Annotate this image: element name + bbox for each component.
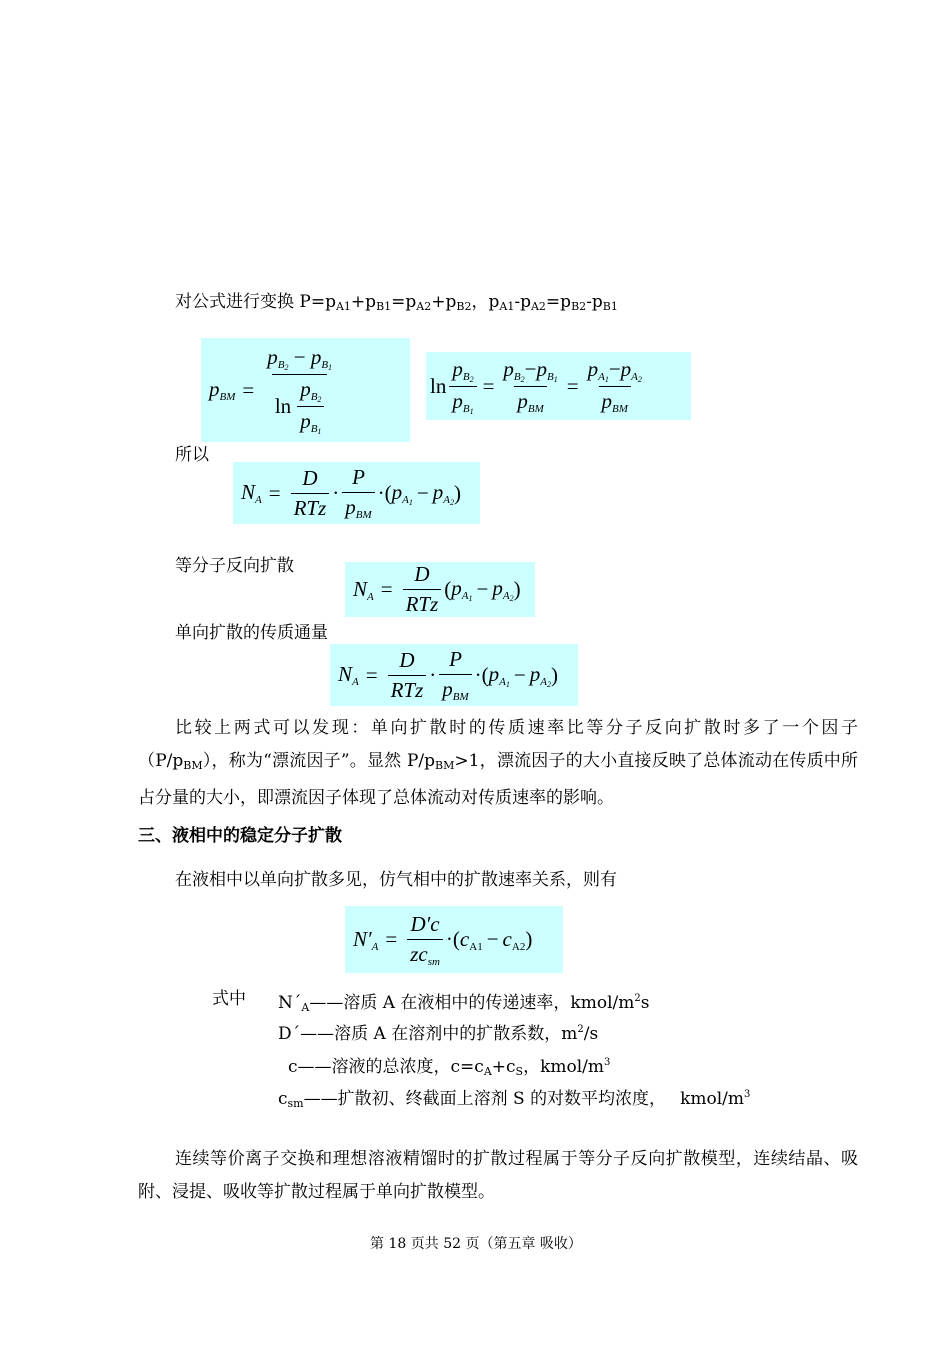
- equation-flux-equimolar: $N_A$ = $\frac{D}{\text{RTz}}$ ( $p_{A_1}$ − $p_{A_2}$ ): [345, 562, 535, 617]
- legend-d: D´——溶质 A 在溶剂中的扩散系数，$m^2/s$: [278, 1024, 599, 1044]
- legend-csm: csm——扩散初、终截面上溶剂 S 的对数平均浓度， kmol/$m^3$: [278, 1089, 751, 1110]
- equation-liquid-flux: $N'_A$ = $\frac{D'c}{zc_{sm}}$ ·( $c_{A1}$ − $c_{A2}$ ): [345, 906, 563, 973]
- page-footer: 第 18 页共 52 页（第五章 吸收）: [370, 1236, 582, 1252]
- liquid-intro: 在液相中以单向扩散多见，仿气相中的扩散速率关系，则有: [175, 870, 617, 890]
- label-suoyi: 所以: [175, 445, 209, 465]
- comparison-paragraph: 比较上两式可以发现：单向扩散时的传质速率比等分子反向扩散时多了一个因子（P/pBM），称为“漂流因子”。显然 P/pBM>1，漂流因子的大小直接反映了总体流动在传质中所占分量的大小，即漂流因子体现了总体流动对传质速率的影响。: [138, 718, 858, 808]
- equation-flux-unidirectional-2: $N_A$ = $\frac{D}{\text{RTz}}$ · $\frac{P}{p_{BM}}$ ·( $p_{A_1}$ − $p_{A_2}$ ): [330, 644, 578, 706]
- equation-flux-unidirectional-1: $N_A$ = $\frac{D}{\text{RTz}}$ · $\frac{P}{p_{BM}}$ ·( $p_{A_1}$ − $p_{A_2}$ ): [233, 462, 480, 524]
- label-unidirectional: 单向扩散的传质通量: [175, 623, 328, 643]
- label-equimolar: 等分子反向扩散: [175, 556, 294, 576]
- intro-line: 对公式进行变换 P=pA1+pB1=pA2+pB2，pA1-pA2=pB2-pB1: [175, 292, 618, 313]
- conclusion-paragraph: 连续等价离子交换和理想溶液精馏时的扩散过程属于等分子反向扩散模型，连续结晶、吸附、浸提、吸收等扩散过程属于单向扩散模型。: [138, 1149, 858, 1202]
- section-heading: 三、液相中的稳定分子扩散: [138, 826, 342, 846]
- equation-ln-ratio: ln $\frac{p_{B_2}}{p_{B_1}}$ = $\frac{p_{B_2}-p_{B_1}}{p_{BM}}$ = $\frac{p_{A_1}-p_{A_2}}{p_{BM}}$: [426, 352, 691, 420]
- equation-pbm-definition: $p_{BM}$ = $p_{B_2} - p_{B_1}$ ln $\frac{p_{B_2}}{p_{B_1}}$: [201, 338, 410, 442]
- legend-c: c——溶液的总浓度，c=cA+cS，kmol/$m^3$: [288, 1057, 611, 1078]
- legend-shizhong: 式中: [212, 989, 246, 1009]
- legend-na: N´A——溶质 A 在液相中的传递速率，kmol/$m^2s$: [278, 993, 650, 1014]
